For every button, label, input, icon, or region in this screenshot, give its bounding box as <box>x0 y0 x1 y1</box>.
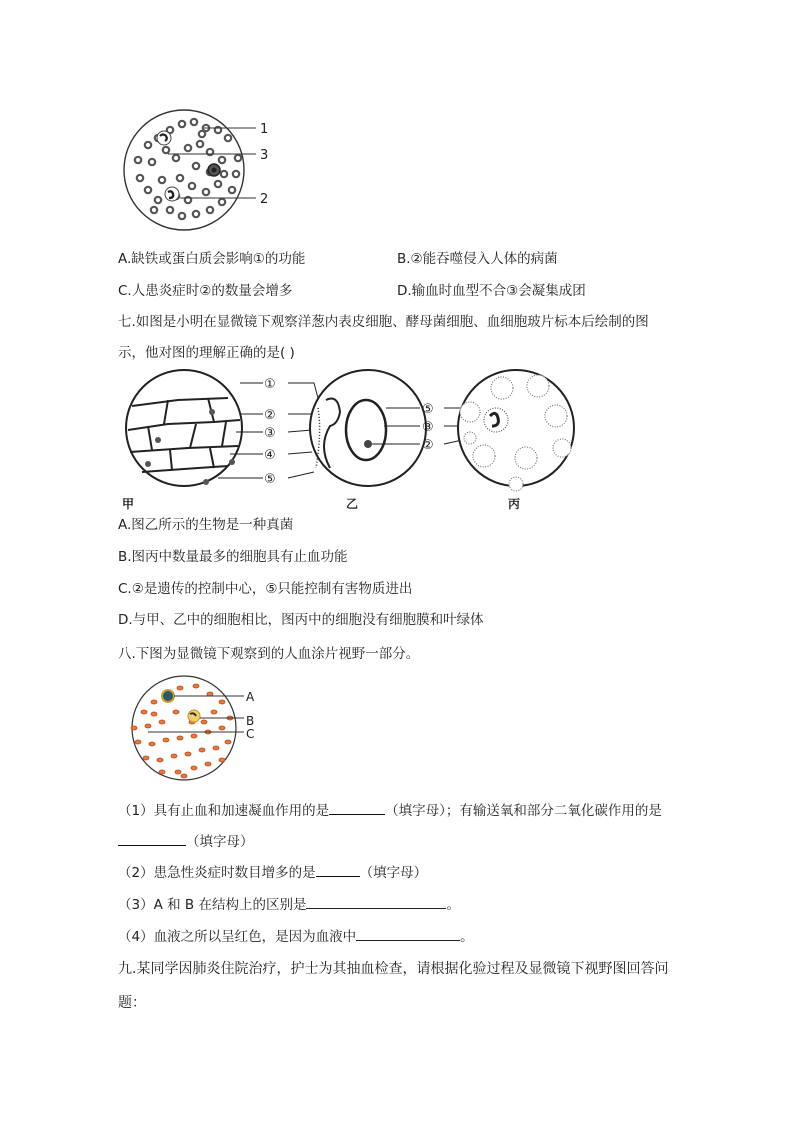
q8-stem: 八.下图为显微镜下观察到的人血涂片视野一部分。 <box>118 646 420 662</box>
fig8-label-b: B <box>246 714 255 728</box>
q6-option-d: D.输血时血型不合③会凝集成团 <box>397 283 586 299</box>
q7-stem-line1: 七.如图是小明在显微镜下观察洋葱内表皮细胞、酵母菌细胞、血细胞玻片标本后绘制的图 <box>118 314 649 330</box>
caption-yi: 乙 <box>346 497 359 511</box>
q8-sub4-text-b: 。 <box>460 929 474 945</box>
q8-sub3 <box>118 894 460 915</box>
q9-stem-line1: 九.某同学因肺炎住院治疗，护士为其抽血检查，请根据化验过程及显微镜下视野图回答问 <box>118 961 669 977</box>
q8-sub2-text-b: （填字母） <box>359 865 428 881</box>
q8-sub4-text-a: （4）血液之所以呈红色，是因为血液中 <box>118 929 357 945</box>
answer-blank-rbc[interactable] <box>118 831 186 846</box>
q8-sub3-text-a: （3）A 和 B 在结构上的区别是 <box>118 897 307 913</box>
q8-sub2-text-a: （2）患急性炎症时数目增多的是 <box>118 865 316 881</box>
fig1-label-3: 3 <box>260 148 269 163</box>
q7-right-label-5: ⑤ <box>422 402 434 417</box>
q6-option-b: B.②能吞噬侵入人体的病菌 <box>397 251 558 267</box>
fig8-label-c: C <box>246 727 255 741</box>
figure-blood-smear-1 <box>118 100 288 240</box>
q7-option-a: A.图乙所示的生物是一种真菌 <box>118 517 294 533</box>
q8-sub1-text-b: （填字母）；有输送氧和部分二氧化碳作用的是 <box>385 803 662 819</box>
q8-sub1-text-a: （1）具有止血和加速凝血作用的是 <box>118 803 330 819</box>
q7-left-label-2: ② <box>264 408 276 423</box>
q8-sub1-text-c: （填字母） <box>186 834 254 850</box>
figure-cells-q7 <box>118 368 578 513</box>
fig1-label-2: 2 <box>260 192 269 207</box>
q7-left-label-3: ③ <box>264 426 276 441</box>
q7-left-label-1: ① <box>264 377 276 392</box>
q8-sub1-line1 <box>118 800 662 821</box>
q7-stem-line2: 示，他对图的理解正确的是( ) <box>118 345 295 361</box>
q6-option-a: A.缺铁或蛋白质会影响①的功能 <box>118 251 306 267</box>
q7-option-c: C.②是遗传的控制中心，⑤只能控制有害物质进出 <box>118 581 413 597</box>
q7-left-label-4: ④ <box>264 448 276 463</box>
q8-sub4 <box>118 926 474 947</box>
q6-option-c: C.人患炎症时②的数量会增多 <box>118 283 293 299</box>
figure-blood-smear-color <box>118 672 268 787</box>
q9-stem-line2: 题： <box>118 995 146 1011</box>
answer-blank-platelet[interactable] <box>329 800 385 815</box>
q7-left-label-5: ⑤ <box>264 472 276 487</box>
q7-right-label-2: ② <box>422 438 434 453</box>
q7-option-d: D.与甲、乙中的细胞相比，图丙中的细胞没有细胞膜和叶绿体 <box>118 612 484 628</box>
answer-blank-red-color[interactable] <box>356 926 460 941</box>
answer-blank-wbc[interactable] <box>316 862 360 877</box>
fig1-label-1: 1 <box>260 122 269 137</box>
q8-sub1-line2 <box>118 831 254 852</box>
q8-sub2 <box>118 862 427 883</box>
caption-bing: 丙 <box>508 497 521 511</box>
q7-option-b: B.图丙中数量最多的细胞具有止血功能 <box>118 549 348 565</box>
fig8-label-a: A <box>246 690 255 704</box>
caption-jia: 甲 <box>122 497 135 511</box>
q8-sub3-text-b: 。 <box>446 897 460 913</box>
answer-blank-structure[interactable] <box>306 894 446 909</box>
q7-right-label-3: ③ <box>422 420 434 435</box>
